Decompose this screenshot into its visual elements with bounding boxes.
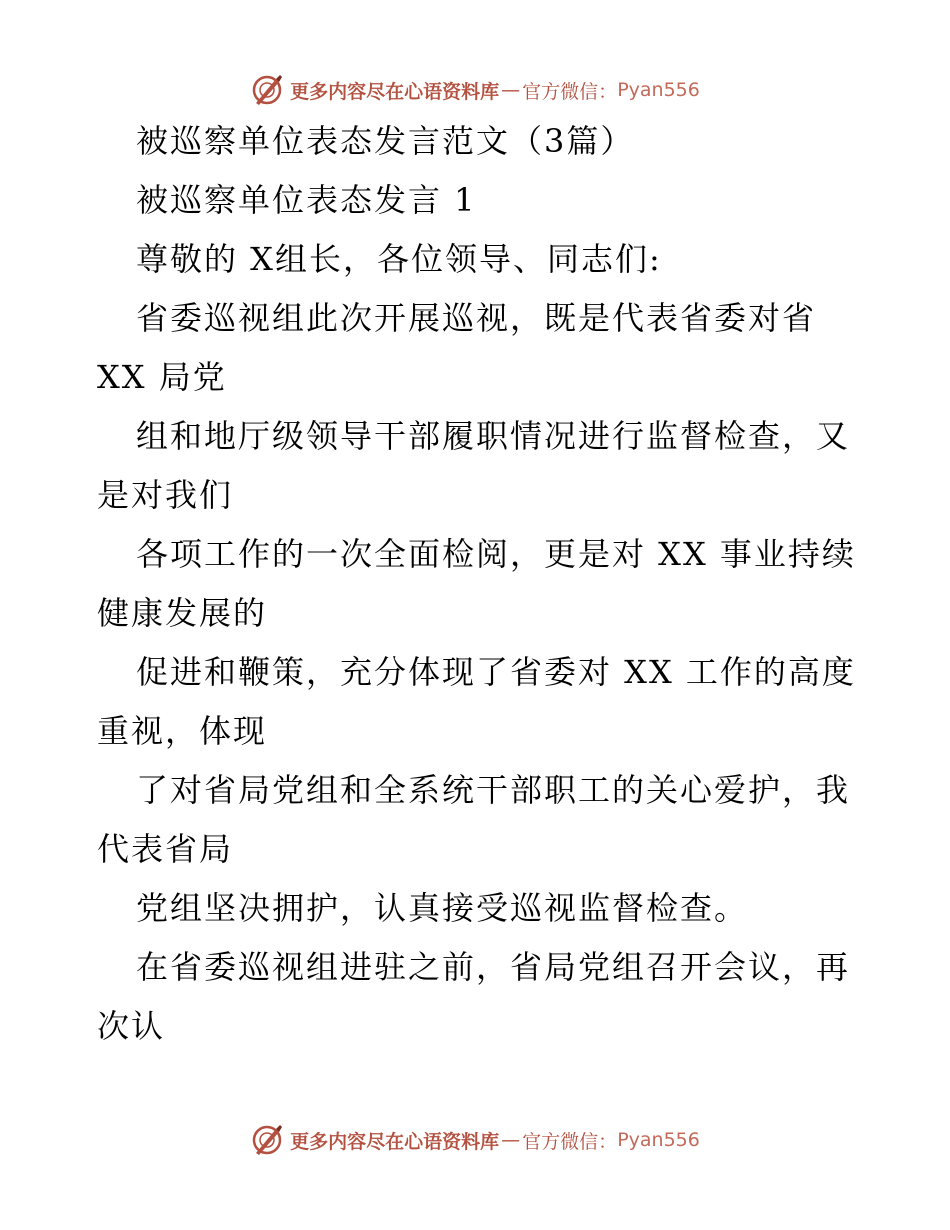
pen-circle-icon bbox=[250, 73, 284, 107]
doc-line: 尊敬的 X组长，各位领导、同志们: bbox=[136, 240, 662, 278]
doc-line: 省委巡视组此次开展巡视，既是代表省委对省 bbox=[136, 299, 817, 337]
doc-line: 次认 bbox=[97, 1007, 166, 1045]
banner-dash: — bbox=[501, 1129, 521, 1151]
footer-banner bbox=[0, 1123, 950, 1157]
header-banner bbox=[0, 73, 950, 107]
doc-subtitle: 被巡察单位表态发言 1 bbox=[136, 181, 477, 219]
banner-brand: 更多内容尽在心语资料库 bbox=[290, 1130, 500, 1153]
doc-line: 各项工作的一次全面检阅，更是对 XX 事业持续 bbox=[136, 535, 856, 573]
banner-wechat-id: Pyan556 bbox=[617, 79, 700, 101]
doc-line: 在省委巡视组进驻之前，省局党组召开会议，再 bbox=[136, 948, 851, 986]
doc-line: 重视，体现 bbox=[97, 712, 268, 750]
doc-line: 了对省局党组和全系统干部职工的关心爱护，我 bbox=[136, 771, 851, 809]
banner-brand: 更多内容尽在心语资料库 bbox=[290, 80, 500, 103]
banner-dash: — bbox=[501, 79, 521, 101]
banner-wechat-label: 官方微信： bbox=[522, 1130, 618, 1153]
doc-line: 代表省局 bbox=[97, 830, 234, 868]
doc-line: 是对我们 bbox=[97, 476, 234, 514]
banner-wechat-label: 官方微信： bbox=[522, 80, 618, 103]
banner-wechat-id: Pyan556 bbox=[617, 1129, 700, 1151]
doc-line: 党组坚决拥护，认真接受巡视监督检查。 bbox=[136, 889, 749, 927]
doc-line: XX 局党 bbox=[97, 358, 227, 396]
doc-title: 被巡察单位表态发言范文（3篇） bbox=[136, 122, 635, 160]
pen-circle-icon bbox=[250, 1123, 284, 1157]
doc-line: 组和地厅级领导干部履职情况进行监督检查，又 bbox=[136, 417, 851, 455]
doc-line: 促进和鞭策，充分体现了省委对 XX 工作的高度 bbox=[136, 653, 856, 691]
doc-line: 健康发展的 bbox=[97, 594, 268, 632]
